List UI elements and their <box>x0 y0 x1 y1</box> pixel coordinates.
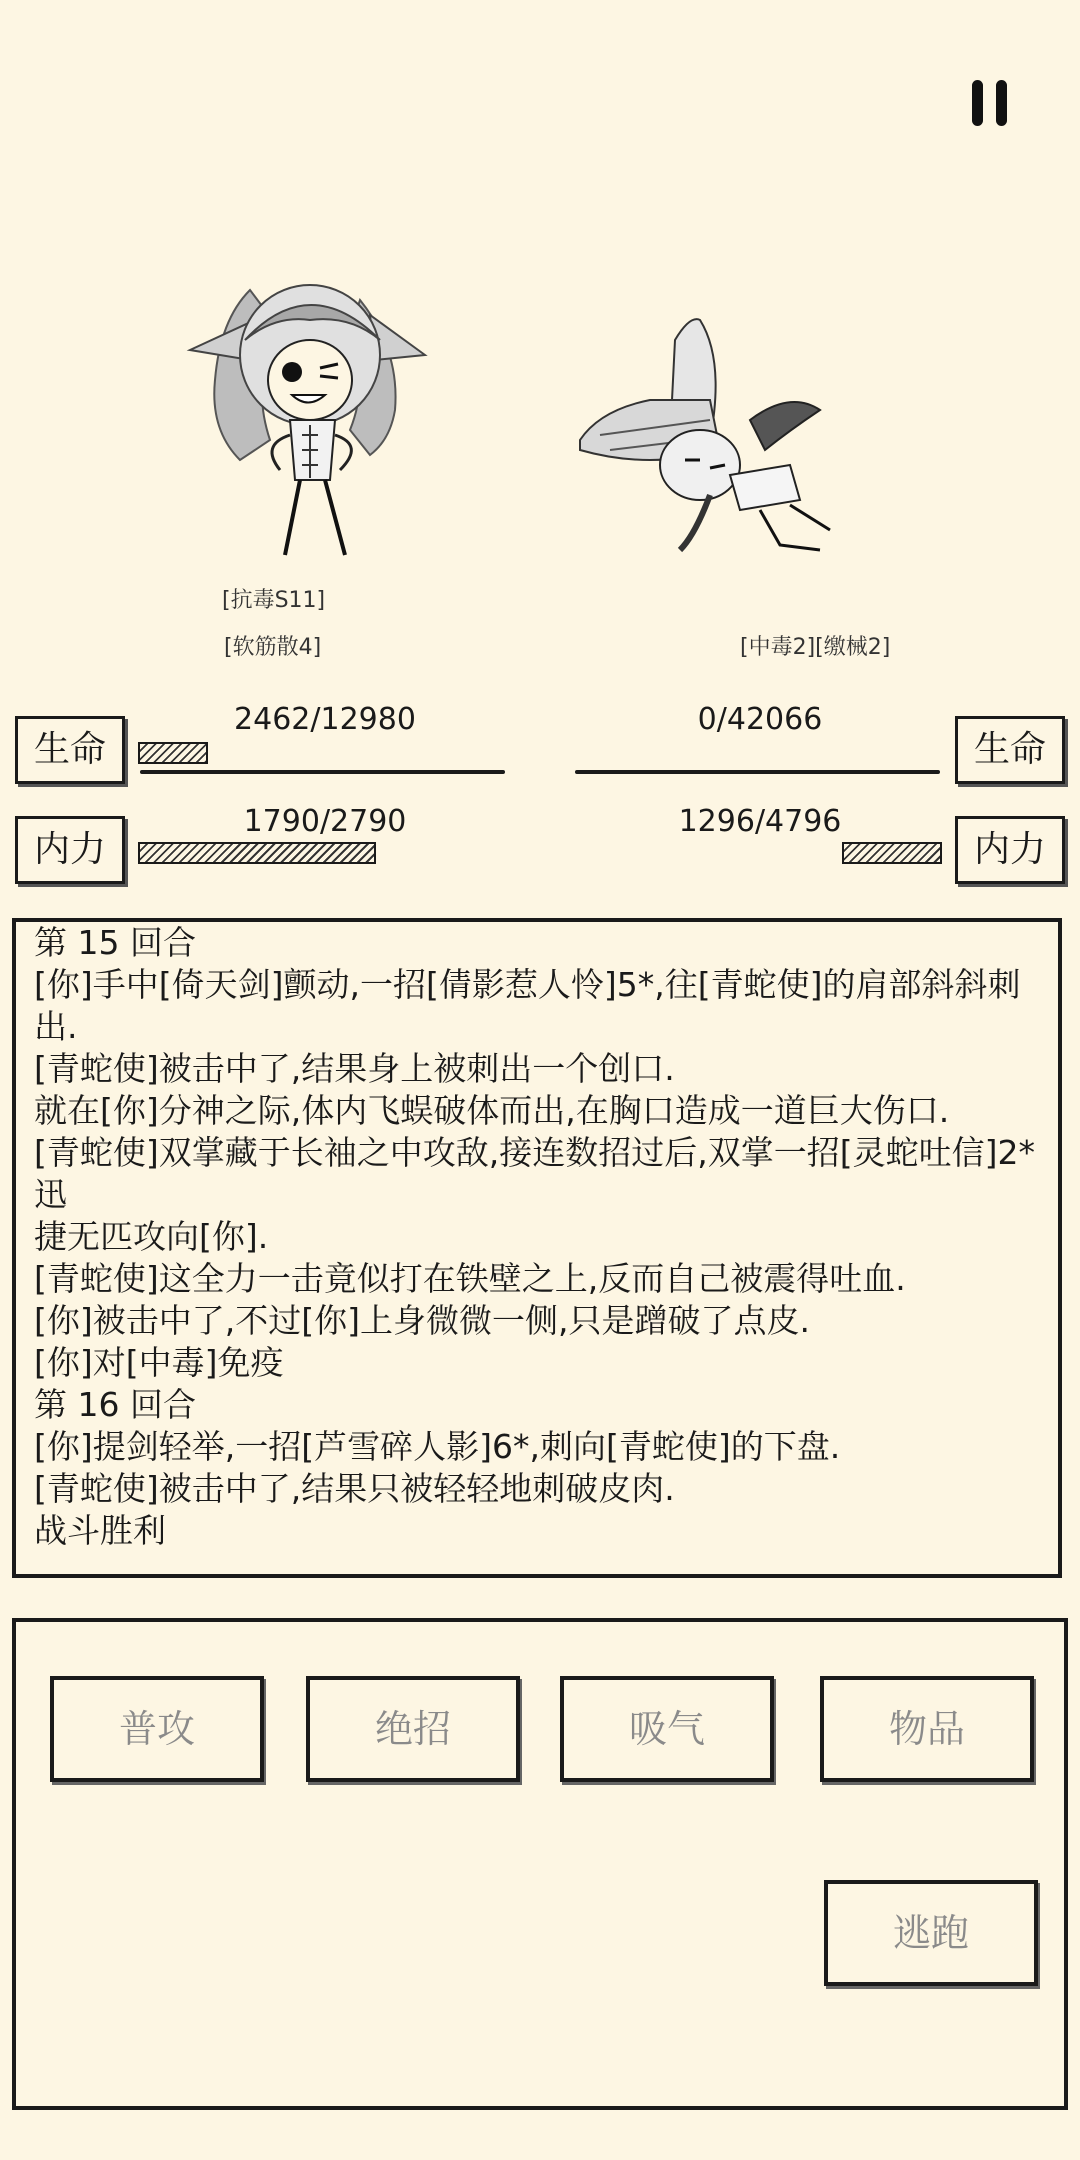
log-line: [你]对[中毒]免疫 <box>34 1343 284 1382</box>
log-line: [你]提剑轻举,一招[芦雪碎人影]6*,刺向[青蛇使]的下盘. <box>34 1427 841 1466</box>
log-line: 第 16 回合 <box>34 1385 196 1424</box>
log-line: 战斗胜利 <box>34 1511 166 1550</box>
action-panel <box>12 1618 1068 2110</box>
player-status-1: [抗毒S11] <box>222 588 326 613</box>
enemy-mp-label: 内力 <box>955 816 1065 884</box>
player-hp-label: 生命 <box>15 716 125 784</box>
player-character <box>180 260 440 570</box>
log-line: 捷无匹攻向[你]. <box>34 1217 269 1256</box>
enemy-status: [中毒2][缴械2] <box>740 635 891 660</box>
battle-log[interactable] <box>12 918 1062 1578</box>
log-line: [你]手中[倚天剑]颤动,一招[倩影惹人怜]5*,往[青蛇使]的肩部斜斜刺出. <box>34 965 1021 1046</box>
player-mp-bar <box>138 842 376 864</box>
items-button[interactable]: 物品 <box>820 1676 1034 1782</box>
log-line: [青蛇使]双掌藏于长袖之中攻敌,接连数招过后,双掌一招[灵蛇吐信]2*迅 <box>34 1133 1035 1214</box>
log-line: [青蛇使]被击中了,结果身上被刺出一个创口. <box>34 1049 675 1088</box>
player-status-2: [软筋散4] <box>224 635 322 660</box>
battle-log-lines <box>34 918 1048 1552</box>
log-line: [你]被击中了,不过[你]上身微微一侧,只是蹭破了点皮. <box>34 1301 810 1340</box>
enemy-mp-value: 1296/4796 <box>678 804 842 839</box>
player-mp-label: 内力 <box>15 816 125 884</box>
enemy-character <box>560 300 850 570</box>
enemy-hp-track <box>575 770 940 774</box>
pause-icon[interactable] <box>970 78 1010 128</box>
breathe-button[interactable]: 吸气 <box>560 1676 774 1782</box>
log-line: 第 15 回合 <box>34 923 196 962</box>
player-hp-track <box>140 770 505 774</box>
player-hp-bar <box>138 742 208 764</box>
special-move-button[interactable]: 绝招 <box>306 1676 520 1782</box>
attack-button[interactable]: 普攻 <box>50 1676 264 1782</box>
player-mp-value: 1790/2790 <box>243 804 407 839</box>
enemy-mp-bar <box>842 842 942 864</box>
log-line: 就在[你]分神之际,体内飞蜈破体而出,在胸口造成一道巨大伤口. <box>34 1091 950 1130</box>
player-hp-value: 2462/12980 <box>234 702 416 737</box>
enemy-hp-label: 生命 <box>955 716 1065 784</box>
enemy-hp-value: 0/42066 <box>697 702 823 737</box>
log-line: [青蛇使]被击中了,结果只被轻轻地刺破皮肉. <box>34 1469 675 1508</box>
log-line: [青蛇使]这全力一击竟似打在铁壁之上,反而自己被震得吐血. <box>34 1259 906 1298</box>
flee-button[interactable]: 逃跑 <box>824 1880 1038 1986</box>
